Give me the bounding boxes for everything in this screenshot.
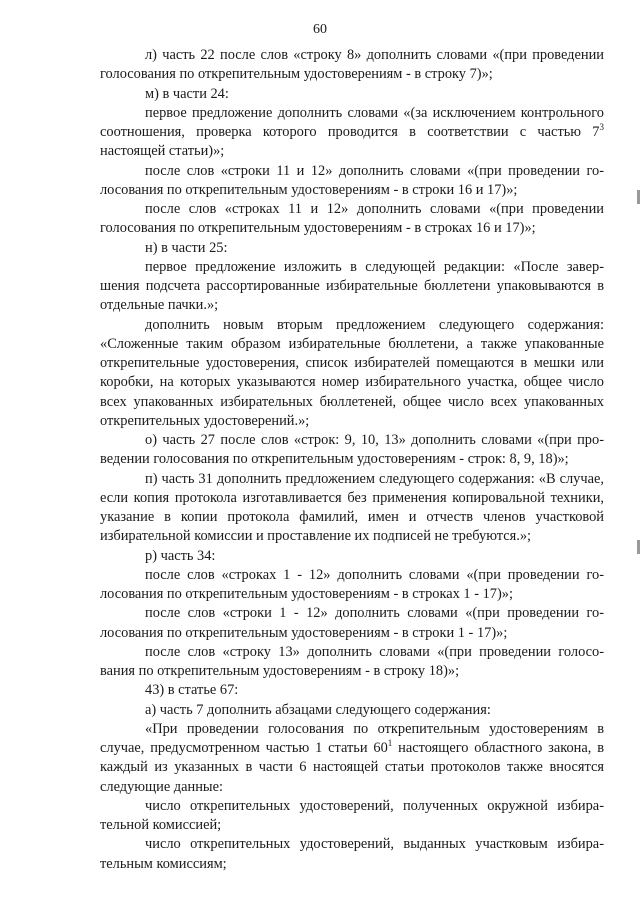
paragraph-text: п) часть 31 дополнить предложением следующего содержания: «В случае, если копия протокола изготавливается без применения копировальной техники, указание в копии протокола фамилий, имен и отчеств членов участковой избирательной комиссии и проставление их подписей не требуются.»; [100,470,604,545]
paragraph-text: число открепительных удостоверений, полученных окружной избирательной комиссией; [100,797,604,833]
paragraph-text: «При проведении голосования по открепительным удостоверениям в случае, предусмотренном частью 1 статьи 60 [100,720,604,756]
paragraph-text: н) в части 25: [145,239,228,256]
paragraph-text: р) часть 34: [145,547,216,564]
document-paragraph [100,797,604,836]
paragraph-text: первое предложение дополнить словами «(за исключением контрольного соотношения, проверка которого проводится в соответствии с частью 7 [100,104,604,140]
paragraph-text: после слов «строках 11 и 12» дополнить словами «(при проведении голосования по открепительным удостоверениям - в строках 16 и 17)»; [100,201,604,237]
document-paragraph [100,431,604,470]
paragraph-text: л) часть 22 после слов «строку 8» дополнить словами «(при проведении голосования по открепительным удостоверениям - в строку 7)»; [100,47,604,83]
paragraph-text: после слов «строках 1 - 12» дополнить словами «(при проведении голосования по открепительным удостоверениям - в строках 1 - 17)»; [100,566,604,602]
paragraph-text: первое предложение изложить в следующей редакции: «После завершения подсчета рассортированные избирательные бюллетени упаковываются в отдельные пачки.»; [100,258,604,314]
document-paragraph [100,681,604,700]
document-paragraph [100,162,604,201]
document-paragraph [100,85,604,104]
document-paragraph [100,604,604,643]
document-paragraph [100,239,604,258]
document-paragraph [100,566,604,605]
document-paragraph [100,316,604,432]
document-paragraph [100,835,604,874]
document-paragraph [100,258,604,316]
paragraph-text: после слов «строки 1 - 12» дополнить словами «(при проведении голосования по открепительным удостоверениям - в строки 1 - 17)»; [100,605,604,641]
paragraph-text: о) часть 27 после слов «строк: 9, 10, 13» дополнить словами «(при проведении голосования по открепительным удостоверениям - строк: 8, 9, 18)»; [100,432,604,468]
page-number: 60 [313,22,327,37]
document-paragraph [100,200,604,239]
paragraph-text: дополнить новым вторым предложением следующего содержания: «Сложенные таким образом избирательные бюллетени, а также упакованные открепительные удостоверения, список избирателей помещаются в мешки или коробки, на которых указываются номер избирательного участка, общее число всех упакованных избирательных бюллетеней, общее число всех упакованных открепительных удостоверений.»; [100,316,604,429]
paragraph-text-continued: настоящей статьи)»; [100,143,225,160]
document-paragraph [100,547,604,566]
paragraph-text: после слов «строки 11 и 12» дополнить словами «(при проведении голосования по открепительным удостоверениям - в строки 16 и 17)»; [100,162,604,198]
paragraph-text: 43) в статье 67: [145,682,239,699]
document-paragraph [100,104,604,162]
paragraph-text: м) в части 24: [145,85,229,102]
paragraph-text: а) часть 7 дополнить абзацами следующего содержания: [145,701,491,718]
paragraph-text: после слов «строку 13» дополнить словами «(при проведении голосования по открепительным удостоверениям - в строку 18)»; [100,643,604,679]
document-body [100,46,604,874]
paragraph-text: число открепительных удостоверений, выданных участковым избирательным комиссиям; [100,836,604,872]
document-paragraph [100,46,604,85]
document-paragraph [100,643,604,682]
paragraph-text-continued: настоящего областного закона, в каждый из указанных в части 6 настоящей статьи протоколов также вносятся следующие данные: [100,740,604,795]
superscript-number: 3 [599,122,604,132]
document-paragraph [100,720,604,797]
superscript-number: 1 [387,738,393,748]
document-paragraph [100,701,604,720]
document-paragraph [100,470,604,547]
